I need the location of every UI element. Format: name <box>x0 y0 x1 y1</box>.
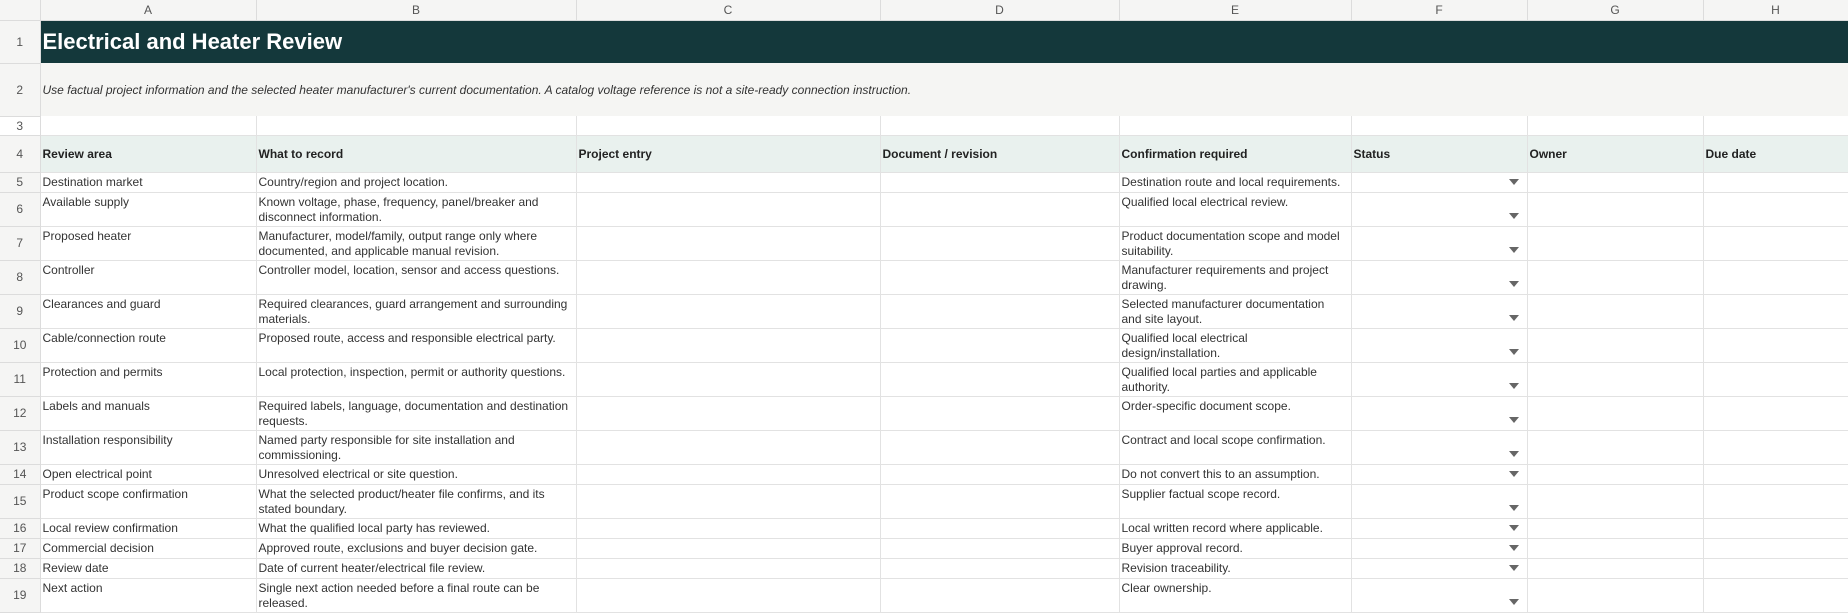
column-header-e[interactable]: E <box>1119 0 1351 20</box>
cell-project-entry[interactable] <box>576 396 880 430</box>
table-row <box>0 226 1848 260</box>
cell-confirmation-required[interactable]: Revision traceability. <box>1119 558 1351 578</box>
table-row <box>0 294 1848 328</box>
cell-project-entry[interactable] <box>576 430 880 464</box>
cell-document-revision[interactable] <box>880 226 1119 260</box>
header-row <box>0 135 1848 172</box>
cell-confirmation-required[interactable]: Selected manufacturer documentation and site layout. <box>1119 294 1351 328</box>
cell-document-revision[interactable] <box>880 484 1119 518</box>
cell-project-entry[interactable] <box>576 226 880 260</box>
title-row <box>0 20 1848 63</box>
cell[interactable] <box>1351 116 1527 135</box>
note-row <box>0 63 1848 116</box>
row-header[interactable]: 9 <box>0 294 40 328</box>
cell-due-date[interactable] <box>1703 538 1848 558</box>
row-header[interactable]: 16 <box>0 518 40 538</box>
dropdown-arrow-icon[interactable] <box>1509 505 1519 511</box>
cell-project-entry[interactable] <box>576 484 880 518</box>
row-header[interactable]: 17 <box>0 538 40 558</box>
cell-review-area[interactable]: Next action <box>40 578 256 612</box>
cell-document-revision[interactable] <box>880 328 1119 362</box>
cell-due-date[interactable] <box>1703 362 1848 396</box>
status-dropdown[interactable] <box>1351 362 1527 396</box>
status-dropdown[interactable] <box>1351 558 1527 578</box>
cell-document-revision[interactable] <box>880 518 1119 538</box>
header-what-to-record[interactable]: What to record <box>256 135 576 172</box>
cell-project-entry[interactable] <box>576 518 880 538</box>
select-all-corner[interactable] <box>0 0 40 20</box>
cell-confirmation-required[interactable]: Contract and local scope confirmation. <box>1119 430 1351 464</box>
guidance-note[interactable]: Use factual project information and the selected heater manufacturer's current documentation. A catalog voltage reference is not a site-ready connection instruction. <box>40 63 1848 116</box>
status-dropdown[interactable] <box>1351 430 1527 464</box>
cell-confirmation-required[interactable]: Qualified local electrical design/installation. <box>1119 328 1351 362</box>
cell[interactable] <box>256 116 576 135</box>
cell-owner[interactable] <box>1527 430 1703 464</box>
status-dropdown[interactable] <box>1351 518 1527 538</box>
dropdown-arrow-icon[interactable] <box>1509 565 1519 571</box>
cell-review-area[interactable]: Cable/connection route <box>40 328 256 362</box>
sheet-title[interactable]: Electrical and Heater Review <box>40 20 1848 63</box>
cell-document-revision[interactable] <box>880 538 1119 558</box>
cell-owner[interactable] <box>1527 396 1703 430</box>
cell[interactable] <box>40 116 256 135</box>
cell-confirmation-required[interactable]: Order-specific document scope. <box>1119 396 1351 430</box>
column-header-h[interactable]: H <box>1703 0 1848 20</box>
table-row <box>0 518 1848 538</box>
cell-document-revision[interactable] <box>880 396 1119 430</box>
cell-document-revision[interactable] <box>880 260 1119 294</box>
cell-project-entry[interactable] <box>576 538 880 558</box>
row-header[interactable]: 5 <box>0 172 40 192</box>
column-header-a[interactable]: A <box>40 0 256 20</box>
row-header[interactable]: 15 <box>0 484 40 518</box>
table-row <box>0 396 1848 430</box>
dropdown-arrow-icon[interactable] <box>1509 451 1519 457</box>
cell-what-to-record[interactable]: Country/region and project location. <box>256 172 576 192</box>
table-row <box>0 172 1848 192</box>
row-header[interactable]: 13 <box>0 430 40 464</box>
cell-review-area[interactable]: Clearances and guard <box>40 294 256 328</box>
cell-review-area[interactable]: Installation responsibility <box>40 430 256 464</box>
cell-project-entry[interactable] <box>576 578 880 612</box>
status-dropdown[interactable] <box>1351 538 1527 558</box>
cell-owner[interactable] <box>1527 172 1703 192</box>
row-header[interactable]: 19 <box>0 578 40 612</box>
table-row <box>0 558 1848 578</box>
cell-confirmation-required[interactable]: Qualified local electrical review. <box>1119 192 1351 226</box>
cell-what-to-record[interactable]: Manufacturer, model/family, output range only where documented, and applicable manual revision. <box>256 226 576 260</box>
cell-document-revision[interactable] <box>880 172 1119 192</box>
row-header[interactable]: 4 <box>0 135 40 172</box>
table-row <box>0 192 1848 226</box>
cell-document-revision[interactable] <box>880 192 1119 226</box>
cell-document-revision[interactable] <box>880 558 1119 578</box>
cell-review-area[interactable]: Open electrical point <box>40 464 256 484</box>
cell-owner[interactable] <box>1527 538 1703 558</box>
row-header[interactable]: 3 <box>0 116 40 135</box>
cell-project-entry[interactable] <box>576 172 880 192</box>
cell-what-to-record[interactable]: Required clearances, guard arrangement and surrounding materials. <box>256 294 576 328</box>
cell-due-date[interactable] <box>1703 328 1848 362</box>
column-header-f[interactable]: F <box>1351 0 1527 20</box>
cell-what-to-record[interactable]: What the qualified local party has reviewed. <box>256 518 576 538</box>
cell-review-area[interactable]: Available supply <box>40 192 256 226</box>
dropdown-arrow-icon[interactable] <box>1509 179 1519 185</box>
cell-what-to-record[interactable]: Date of current heater/electrical file review. <box>256 558 576 578</box>
cell[interactable] <box>576 116 880 135</box>
cell-review-area[interactable]: Proposed heater <box>40 226 256 260</box>
cell-document-revision[interactable] <box>880 294 1119 328</box>
status-dropdown[interactable] <box>1351 226 1527 260</box>
cell-what-to-record[interactable]: Proposed route, access and responsible electrical party. <box>256 328 576 362</box>
cell-document-revision[interactable] <box>880 464 1119 484</box>
dropdown-arrow-icon[interactable] <box>1509 315 1519 321</box>
cell-confirmation-required[interactable]: Clear ownership. <box>1119 578 1351 612</box>
cell-what-to-record[interactable]: Unresolved electrical or site question. <box>256 464 576 484</box>
cell-what-to-record[interactable]: Named party responsible for site installation and commissioning. <box>256 430 576 464</box>
header-project-entry[interactable]: Project entry <box>576 135 880 172</box>
cell-due-date[interactable] <box>1703 172 1848 192</box>
row-header[interactable]: 11 <box>0 362 40 396</box>
cell-what-to-record[interactable]: Required labels, language, documentation and destination requests. <box>256 396 576 430</box>
cell-confirmation-required[interactable]: Qualified local parties and applicable authority. <box>1119 362 1351 396</box>
row-header[interactable]: 8 <box>0 260 40 294</box>
cell-review-area[interactable]: Product scope confirmation <box>40 484 256 518</box>
column-header-c[interactable]: C <box>576 0 880 20</box>
cell-owner[interactable] <box>1527 192 1703 226</box>
cell-project-entry[interactable] <box>576 294 880 328</box>
cell-project-entry[interactable] <box>576 260 880 294</box>
column-header-d[interactable]: D <box>880 0 1119 20</box>
cell-project-entry[interactable] <box>576 464 880 484</box>
cell-project-entry[interactable] <box>576 328 880 362</box>
table-row <box>0 430 1848 464</box>
dropdown-arrow-icon[interactable] <box>1509 213 1519 219</box>
cell-due-date[interactable] <box>1703 518 1848 538</box>
table-row <box>0 464 1848 484</box>
dropdown-arrow-icon[interactable] <box>1509 281 1519 287</box>
header-status[interactable]: Status <box>1351 135 1527 172</box>
cell-review-area[interactable]: Protection and permits <box>40 362 256 396</box>
row-header[interactable]: 1 <box>0 20 40 63</box>
cell-document-revision[interactable] <box>880 430 1119 464</box>
cell-owner[interactable] <box>1527 558 1703 578</box>
dropdown-arrow-icon[interactable] <box>1509 247 1519 253</box>
status-dropdown[interactable] <box>1351 260 1527 294</box>
cell-document-revision[interactable] <box>880 362 1119 396</box>
status-dropdown[interactable] <box>1351 172 1527 192</box>
cell-confirmation-required[interactable]: Buyer approval record. <box>1119 538 1351 558</box>
cell-confirmation-required[interactable]: Product documentation scope and model suitability. <box>1119 226 1351 260</box>
cell-what-to-record[interactable]: Single next action needed before a final route can be released. <box>256 578 576 612</box>
status-dropdown[interactable] <box>1351 396 1527 430</box>
cell-project-entry[interactable] <box>576 192 880 226</box>
cell-owner[interactable] <box>1527 518 1703 538</box>
dropdown-arrow-icon[interactable] <box>1509 471 1519 477</box>
dropdown-arrow-icon[interactable] <box>1509 383 1519 389</box>
cell-owner[interactable] <box>1527 328 1703 362</box>
cell-review-area[interactable]: Review date <box>40 558 256 578</box>
cell-owner[interactable] <box>1527 260 1703 294</box>
blank-row <box>0 116 1848 135</box>
cell-review-area[interactable]: Commercial decision <box>40 538 256 558</box>
cell-what-to-record[interactable]: Local protection, inspection, permit or authority questions. <box>256 362 576 396</box>
table-row <box>0 578 1848 612</box>
header-due-date[interactable]: Due date <box>1703 135 1848 172</box>
cell-due-date[interactable] <box>1703 464 1848 484</box>
cell-due-date[interactable] <box>1703 192 1848 226</box>
cell-confirmation-required[interactable]: Manufacturer requirements and project drawing. <box>1119 260 1351 294</box>
status-dropdown[interactable] <box>1351 328 1527 362</box>
cell-what-to-record[interactable]: Known voltage, phase, frequency, panel/breaker and disconnect information. <box>256 192 576 226</box>
cell[interactable] <box>1703 116 1848 135</box>
status-dropdown[interactable] <box>1351 578 1527 612</box>
cell-confirmation-required[interactable]: Local written record where applicable. <box>1119 518 1351 538</box>
cell-confirmation-required[interactable]: Do not convert this to an assumption. <box>1119 464 1351 484</box>
cell-due-date[interactable] <box>1703 430 1848 464</box>
row-header[interactable]: 12 <box>0 396 40 430</box>
cell-what-to-record[interactable]: Controller model, location, sensor and access questions. <box>256 260 576 294</box>
row-header[interactable]: 6 <box>0 192 40 226</box>
table-row <box>0 328 1848 362</box>
cell-review-area[interactable]: Labels and manuals <box>40 396 256 430</box>
cell-review-area[interactable]: Local review confirmation <box>40 518 256 538</box>
header-owner[interactable]: Owner <box>1527 135 1703 172</box>
header-document-revision[interactable]: Document / revision <box>880 135 1119 172</box>
cell-project-entry[interactable] <box>576 558 880 578</box>
column-header-b[interactable]: B <box>256 0 576 20</box>
row-header[interactable]: 2 <box>0 63 40 116</box>
table-row <box>0 538 1848 558</box>
cell-confirmation-required[interactable]: Destination route and local requirements. <box>1119 172 1351 192</box>
column-header-row <box>0 0 1848 20</box>
dropdown-arrow-icon[interactable] <box>1509 545 1519 551</box>
row-header[interactable]: 14 <box>0 464 40 484</box>
cell-owner[interactable] <box>1527 362 1703 396</box>
table-row <box>0 362 1848 396</box>
header-review-area[interactable]: Review area <box>40 135 256 172</box>
cell-owner[interactable] <box>1527 226 1703 260</box>
cell-due-date[interactable] <box>1703 484 1848 518</box>
row-header[interactable]: 7 <box>0 226 40 260</box>
cell-due-date[interactable] <box>1703 558 1848 578</box>
cell-owner[interactable] <box>1527 294 1703 328</box>
status-dropdown[interactable] <box>1351 464 1527 484</box>
cell-owner[interactable] <box>1527 464 1703 484</box>
cell-project-entry[interactable] <box>576 362 880 396</box>
cell-due-date[interactable] <box>1703 260 1848 294</box>
column-header-g[interactable]: G <box>1527 0 1703 20</box>
status-dropdown[interactable] <box>1351 192 1527 226</box>
dropdown-arrow-icon[interactable] <box>1509 349 1519 355</box>
row-header[interactable]: 18 <box>0 558 40 578</box>
cell[interactable] <box>1119 116 1351 135</box>
cell[interactable] <box>1527 116 1703 135</box>
cell-what-to-record[interactable]: What the selected product/heater file confirms, and its stated boundary. <box>256 484 576 518</box>
dropdown-arrow-icon[interactable] <box>1509 599 1519 605</box>
cell-due-date[interactable] <box>1703 578 1848 612</box>
cell-due-date[interactable] <box>1703 226 1848 260</box>
cell[interactable] <box>880 116 1119 135</box>
row-header[interactable]: 10 <box>0 328 40 362</box>
cell-review-area[interactable]: Destination market <box>40 172 256 192</box>
header-confirmation-required[interactable]: Confirmation required <box>1119 135 1351 172</box>
status-dropdown[interactable] <box>1351 294 1527 328</box>
status-dropdown[interactable] <box>1351 484 1527 518</box>
cell-what-to-record[interactable]: Approved route, exclusions and buyer decision gate. <box>256 538 576 558</box>
dropdown-arrow-icon[interactable] <box>1509 417 1519 423</box>
cell-document-revision[interactable] <box>880 578 1119 612</box>
cell-due-date[interactable] <box>1703 294 1848 328</box>
cell-confirmation-required[interactable]: Supplier factual scope record. <box>1119 484 1351 518</box>
cell-due-date[interactable] <box>1703 396 1848 430</box>
table-row <box>0 260 1848 294</box>
cell-owner[interactable] <box>1527 578 1703 612</box>
dropdown-arrow-icon[interactable] <box>1509 525 1519 531</box>
cell-owner[interactable] <box>1527 484 1703 518</box>
table-row <box>0 484 1848 518</box>
cell-review-area[interactable]: Controller <box>40 260 256 294</box>
